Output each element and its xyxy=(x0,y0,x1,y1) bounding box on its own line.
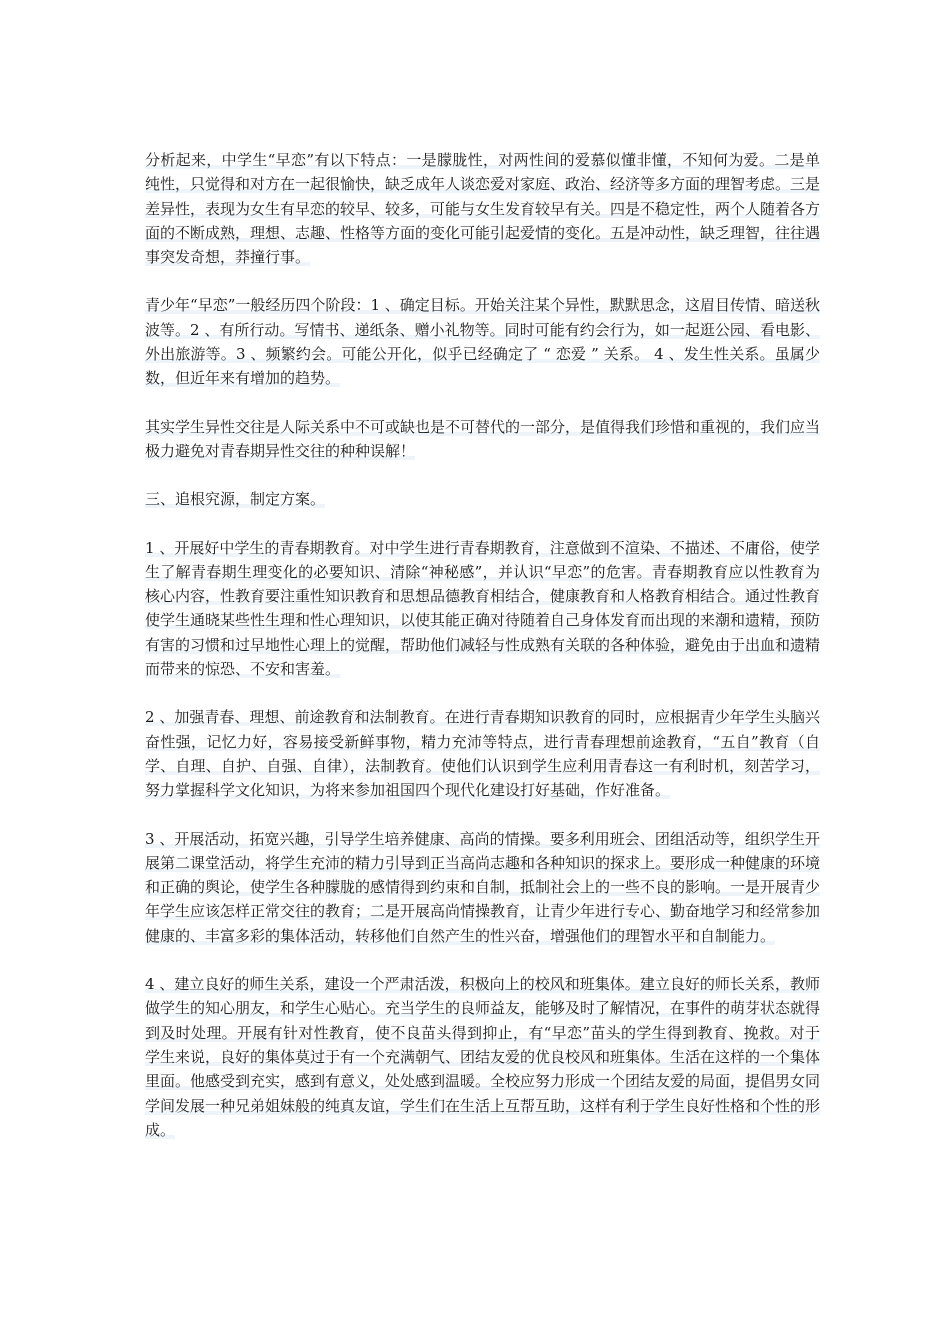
paragraph-text: 其实学生异性交往是人际关系中不可或缺也是不可替代的一部分，是值得我们珍惜和重视的，我们应当极力避免对青春期异性交往的种种误解！ xyxy=(145,417,821,460)
heading-text: 三、追根究源，制定方案。 xyxy=(145,490,326,509)
paragraph-measure-2 xyxy=(145,705,820,802)
paragraph-text: 青少年“早恋”一般经历四个阶段：1 、确定目标。开始关注某个异性，默默思念，这眉目传情、暗送秋波等。2 、有所行动。写情书、递纸条、赠小礼物等。同时可能有约会行为，如一起逛公园、看电影、外出旅游等。3 、频繁约会。可能公开化，似乎已经确定了 “ 恋爱 ” 关系。 4 、发生性关系。虽属少数，但近年来有增加的趋势。 xyxy=(145,296,820,388)
paragraph-text: 2 、加强青春、理想、前途教育和法制教育。在进行青春期知识教育的同时，应根据青少年学生头脑兴奋性强，记忆力好，容易接受新鲜事物，精力充沛等特点，进行青春理想前途教育，“五自”教育（自学、自理、自护、自强、自律），法制教育。使他们认识到学生应利用青春这一有利时机，刻苦学习，努力掌握科学文化知识，为将来参加祖国四个现代化建设打好基础，作好准备。 xyxy=(145,708,820,800)
paragraph-characteristics xyxy=(145,148,820,269)
paragraph-summary xyxy=(145,415,820,464)
document-body xyxy=(145,148,820,1166)
paragraph-text: 4 、建立良好的师生关系，建设一个严肃活泼，积极向上的校风和班集体。建立良好的师长关系，教师做学生的知心朋友，和学生心贴心。充当学生的良师益友，能够及时了解情况，在事件的萌芽状态就得到及时处理。开展有针对性教育，使不良苗头得到抑止，有“早恋”苗头的学生得到教育、挽救。对于学生来说，良好的集体莫过于有一个充满朝气、团结友爱的优良校风和班集体。生活在这样的一个集体里面。他感受到充实，感到有意义，处处感到温暖。全校应努力形成一个团结友爱的局面，提倡男女同学间发展一种兄弟姐妹般的纯真友谊，学生们在生活上互帮互助，这样有利于学生良好性格和个性的形成。 xyxy=(145,975,821,1139)
paragraph-text: 1 、开展好中学生的青春期教育。对中学生进行青春期教育，注意做到不渲染、不描述、不庸俗，使学生了解青春期生理变化的必要知识、清除“神秘感”，并认识“早恋”的危害。青春期教育应以性教育为核心内容，性教育要注重性知识教育和思想品德教育相结合，健康教育和人格教育相结合。通过性教育使学生通晓某些性生理和性心理知识，以使其能正确对待随着自己身体发育而出现的来潮和遗精，预防有害的习惯和过早地性心理上的觉醒，帮助他们减轻与性成熟有关联的各种体验，避免由于出血和遗精而带来的惊恐、不安和害羞。 xyxy=(145,538,821,679)
paragraph-measure-3 xyxy=(145,827,820,948)
paragraph-stages xyxy=(145,293,820,390)
paragraph-measure-4 xyxy=(145,972,820,1142)
paragraph-measure-1 xyxy=(145,536,820,682)
paragraph-text: 3 、开展活动，拓宽兴趣，引导学生培养健康、高尚的情操。要多利用班会、团组活动等，组织学生开展第二课堂活动，将学生充沛的精力引导到正当高尚志趣和各种知识的探求上。要形成一种健康的环境和正确的舆论，使学生各种朦胧的感情得到约束和自制，抵制社会上的一些不良的影响。一是开展青少年学生应该怎样正常交往的教育；二是开展高尚情操教育，让青少年进行专心、勤奋地学习和经常参加健康的、丰富多彩的集体活动，转移他们自然产生的性兴奋，增强他们的理智水平和自制能力。 xyxy=(145,829,821,945)
section-heading xyxy=(145,487,820,511)
paragraph-text: 分析起来，中学生“早恋”有以下特点：一是朦胧性，对两性间的爱慕似懂非懂，不知何为爱。二是单纯性，只觉得和对方在一起很愉快，缺乏成年人谈恋爱对家庭、政治、经济等多方面的理智考虑。三是差异性，表现为女生有早恋的较早、较多，可能与女生发育较早有关。四是不稳定性，两个人随着各方面的不断成熟，理想、志趣、性格等方面的变化可能引起爱情的变化。五是冲动性，缺乏理智，往往遇事突发奇想，莽撞行事。 xyxy=(145,151,821,267)
